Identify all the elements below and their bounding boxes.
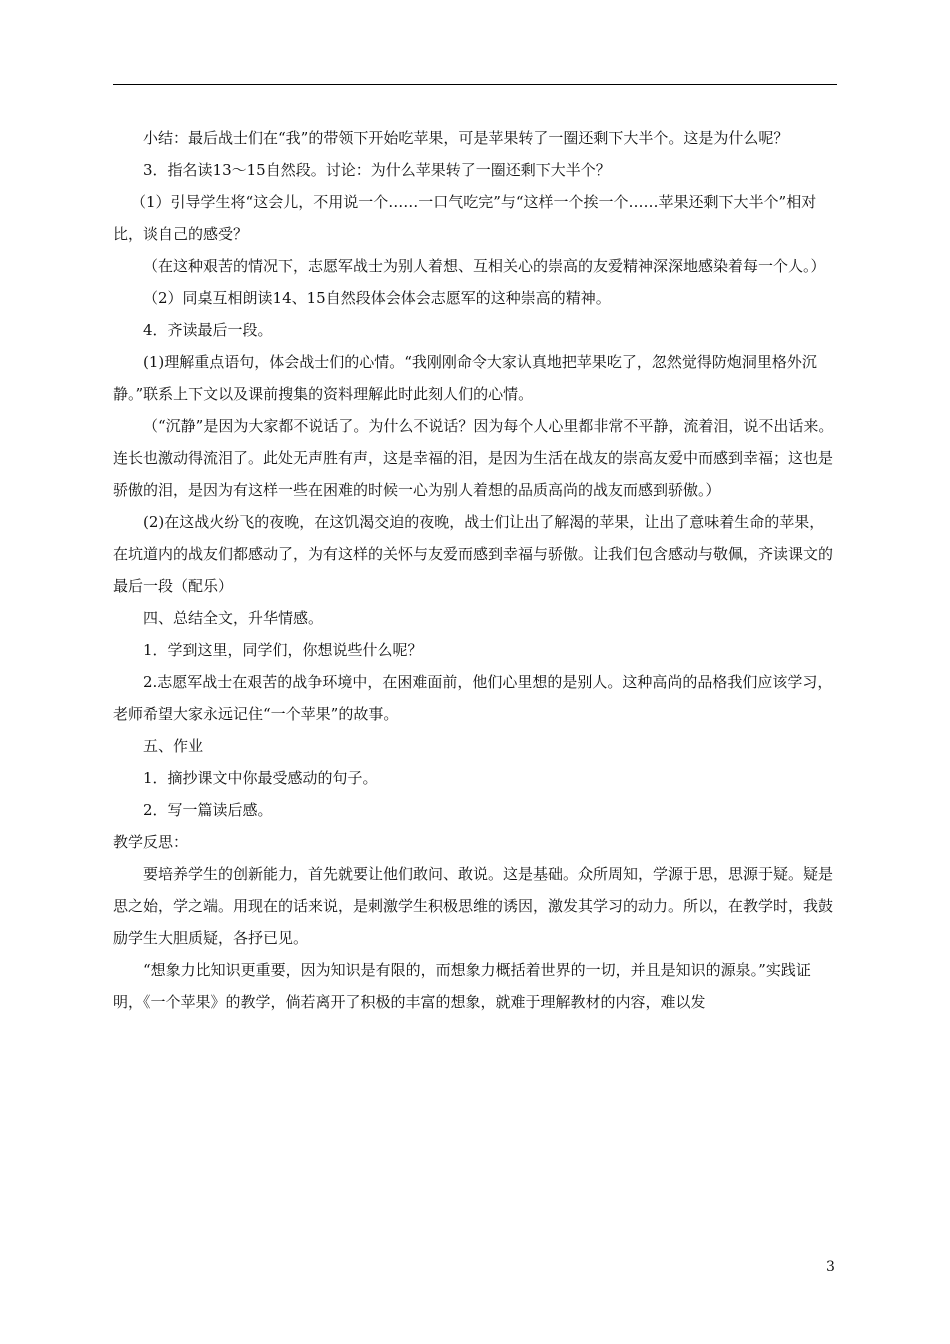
section-heading-reflection: 教学反思： bbox=[113, 833, 189, 851]
paragraph-step-3-2: （2）同桌互相朗读14、15自然段体会体会志愿军的这种崇高的精神。 bbox=[143, 289, 611, 307]
paragraph-step-3: 3．指名读13～15自然段。讨论：为什么苹果转了一圈还剩下大半个？ bbox=[143, 161, 611, 179]
header-rule bbox=[113, 84, 837, 85]
paragraph-summary-2: 2.志愿军战士在艰苦的战争环境中，在困难面前，他们心里想的是别人。这种高尚的品格我们应该学习，老师希望大家永远记住“一个苹果”的故事。 bbox=[113, 673, 833, 723]
section-heading-homework: 五、作业 bbox=[143, 737, 204, 755]
paragraph-step-4-2: (2)在这战火纷飞的夜晚，在这饥渴交迫的夜晚，战士们让出了解渴的苹果，让出了意味着生命的苹果，在坑道内的战友们都感动了，为有这样的关怀与友爱而感到幸福与骄傲。让我们包含感动与敬佩，齐读课文的最后一段（配乐） bbox=[113, 513, 834, 595]
paragraph-step-4: 4．齐读最后一段。 bbox=[143, 321, 273, 339]
paragraph-homework-2: 2．写一篇读后感。 bbox=[143, 801, 273, 819]
document-body bbox=[113, 122, 837, 1018]
paragraph-summary-1: 1．学到这里，同学们，你想说些什么呢？ bbox=[143, 641, 423, 659]
section-heading-summary: 四、总结全文，升华情感。 bbox=[143, 609, 324, 627]
paragraph-summary: 小结：最后战士们在“我”的带领下开始吃苹果，可是苹果转了一圈还剩下大半个。这是为什么呢？ bbox=[143, 129, 789, 147]
paragraph-step-3-1-note: （在这种艰苦的情况下，志愿军战士为别人着想、互相关心的崇高的友爱精神深深地感染着每一个人。） bbox=[143, 257, 826, 275]
page-number: 3 bbox=[826, 1259, 835, 1275]
paragraph-step-4-1-note: （“沉静”是因为大家都不说话了。为什么不说话？因为每个人心里都非常不平静，流着泪，说不出话来。连长也激动得流泪了。此处无声胜有声，这是幸福的泪，是因为生活在战友的崇高友爱中而感到幸福；这也是骄傲的泪，是因为有这样一些在困难的时候一心为别人着想的品质高尚的战友而感到骄傲。） bbox=[113, 417, 834, 499]
paragraph-step-3-1: （1）引导学生将“这会儿，不用说一个……一口气吃完”与“这样一个挨一个……苹果还剩下大半个”相对比，谈自己的感受？ bbox=[113, 193, 817, 243]
paragraph-reflection-2: “想象力比知识更重要，因为知识是有限的，而想象力概括着世界的一切，并且是知识的源泉。”实践证明，《一个苹果》的教学，倘若离开了积极的丰富的想象，就难于理解教材的内容，难以发 bbox=[113, 961, 811, 1011]
paragraph-homework-1: 1．摘抄课文中你最受感动的句子。 bbox=[143, 769, 378, 787]
paragraph-reflection-1: 要培养学生的创新能力，首先就要让他们敢问、敢说。这是基础。众所周知，学源于思，思源于疑。疑是思之始，学之端。用现在的话来说，是刺激学生积极思维的诱因，激发其学习的动力。所以，在教学时，我鼓励学生大胆质疑，各抒已见。 bbox=[113, 865, 834, 947]
paragraph-step-4-1: (1)理解重点语句，体会战士们的心情。“我刚刚命令大家认真地把苹果吃了，忽然觉得防炮洞里格外沉静。”联系上下文以及课前搜集的资料理解此时此刻人们的心情。 bbox=[113, 353, 817, 403]
